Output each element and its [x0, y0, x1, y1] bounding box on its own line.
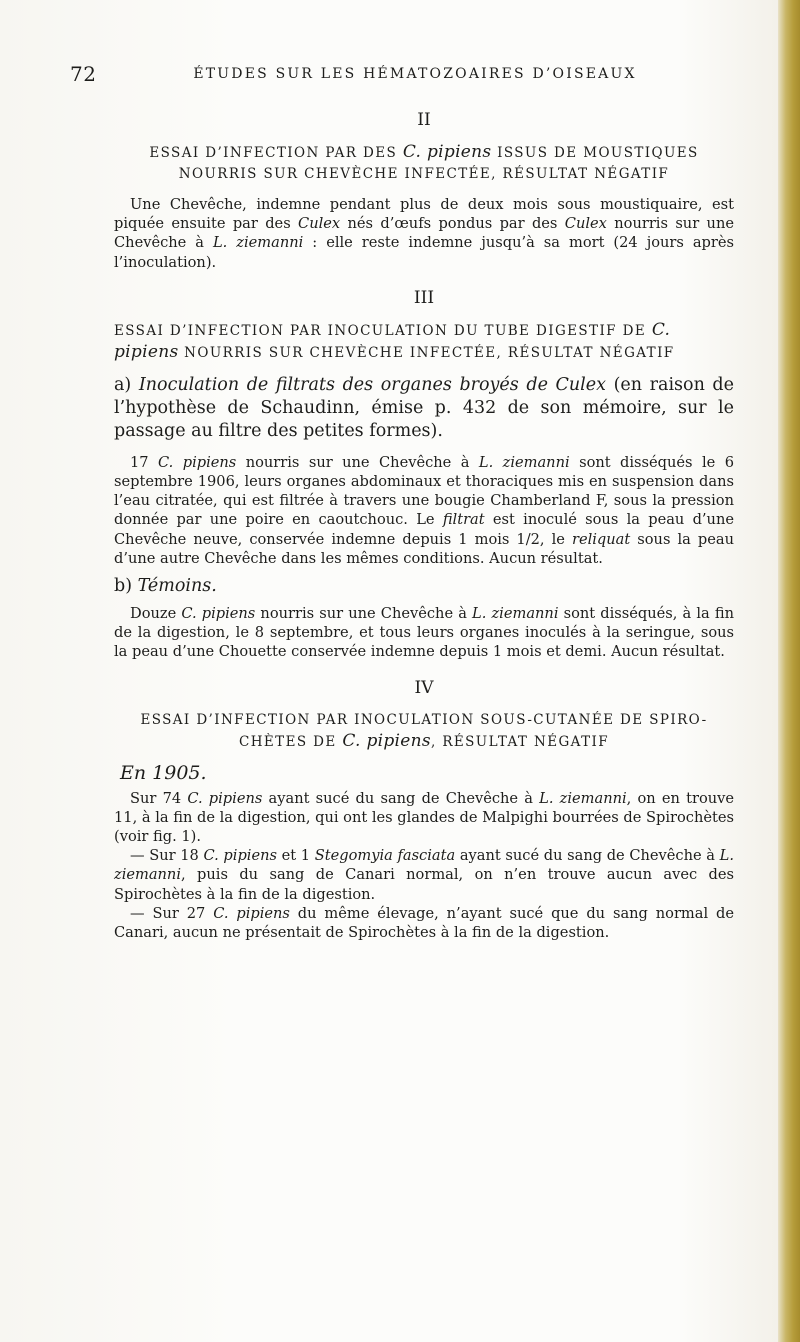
section-title-text: ISSUS DE MOUSTIQUES	[491, 145, 699, 161]
section-title-iv	[114, 710, 734, 753]
section-title-text: NOURRIS SUR CHEVÈCHE INFECTÉE, RÉSULTAT NÉGATIF	[178, 344, 675, 361]
paragraph: Douze C. pipiens nourris sur une Chevêche à L. ziemanni sont disséqués, à la fin de la digestion, le 8 septembre, et tous leurs organes inoculés à la seringue, sous la peau d’une Chouette conservée indemne depuis 1 mois et demi. Aucun résultat.	[114, 605, 734, 661]
section-numeral-ii: II	[417, 110, 431, 130]
subsection-heading-b: b) Témoins.	[114, 576, 217, 597]
paragraph: Sur 74 C. pipiens ayant sucé du sang de Chevêche à L. ziemanni, on en trouve 11, à la fin de la digestion, qui ont les glandes de Malpighi bourrées de Spirochètes (voir fig. 1).	[114, 789, 735, 846]
running-head	[70, 62, 760, 86]
species-name: C. pipiens	[342, 730, 431, 751]
paragraph: — Sur 27 C. pipiens du même élevage, n’ayant sucé que du sang normal de Canari, aucun ne présentait de Spirochètes à la fin de la digestion.	[114, 904, 735, 942]
paragraph: Une Chevêche, indemne pendant plus de deux mois sous moustiquaire, est piquée ensuite par des Culex nés d’œufs pondus par des Culex nourris sur une Chevêche à L. ziemanni : elle reste indemne jusqu’à sa mort (24 jours après l’inoculation).	[114, 196, 735, 271]
page-body	[114, 110, 734, 942]
book-spine-edge	[778, 0, 800, 1342]
paragraph: 17 C. pipiens nourris sur une Chevêche à L. ziemanni sont disséqués le 6 septembre 1906, leurs organes abdominaux et thoraciques mis en suspension dans l’eau citratée, qui est filtrée à travers une bougie Chamberland F, sous la pression donnée par une poire en caoutchouc. Le filtrat est inoculé sous la peau d’une Chevêche neuve, conservée indemne depuis 1 mois 1/2, le reliquat sous la peau d’une autre Chevêche dans les mêmes conditions. Aucun résultat.	[114, 453, 734, 567]
section-title-text: ESSAI D’INFECTION PAR DES	[149, 145, 403, 161]
species-name: C. pipiens	[402, 142, 492, 162]
page-number: 72	[70, 62, 97, 86]
running-title: ÉTUDES SUR LES HÉMATOZOAIRES D’OISEAUX	[193, 66, 637, 82]
year-heading: En 1905.	[120, 761, 207, 784]
section-title-text: ESSAI D’INFECTION PAR INOCULATION SOUS-CUTANÉE DE SPIRO-	[140, 711, 708, 728]
subsection-heading-a: a) Inoculation de filtrats des organes broyés de Culex (en raison de l’hypothèse de Schaudinn, émise p. 432 de son mémoire, sur le passage au filtre des petites formes).	[114, 374, 734, 441]
section-title-text: , RÉSULTAT NÉGATIF	[430, 733, 609, 750]
section-title-text: ESSAI D’INFECTION PAR INOCULATION DU TUBE DIGESTIF DE	[114, 322, 652, 339]
section-numeral-iii: III	[413, 287, 435, 308]
section-title-ii	[114, 142, 734, 185]
species-name: C.	[651, 319, 671, 340]
section-title-text: CHÈTES DE	[239, 733, 343, 750]
section-numeral-iv: IV	[414, 677, 434, 698]
paragraph: — Sur 18 C. pipiens et 1 Stegomyia fasciata ayant sucé du sang de Chevêche à L. ziemanni, puis du sang de Canari normal, on n’en trouve aucun avec des Spirochètes à la fin de la digestion.	[114, 847, 734, 903]
species-name: pipiens	[114, 341, 179, 362]
section-title-iii	[114, 320, 734, 364]
section-title-text: NOURRIS SUR CHEVÈCHE INFECTÉE, RÉSULTAT NÉGATIF	[178, 166, 670, 182]
